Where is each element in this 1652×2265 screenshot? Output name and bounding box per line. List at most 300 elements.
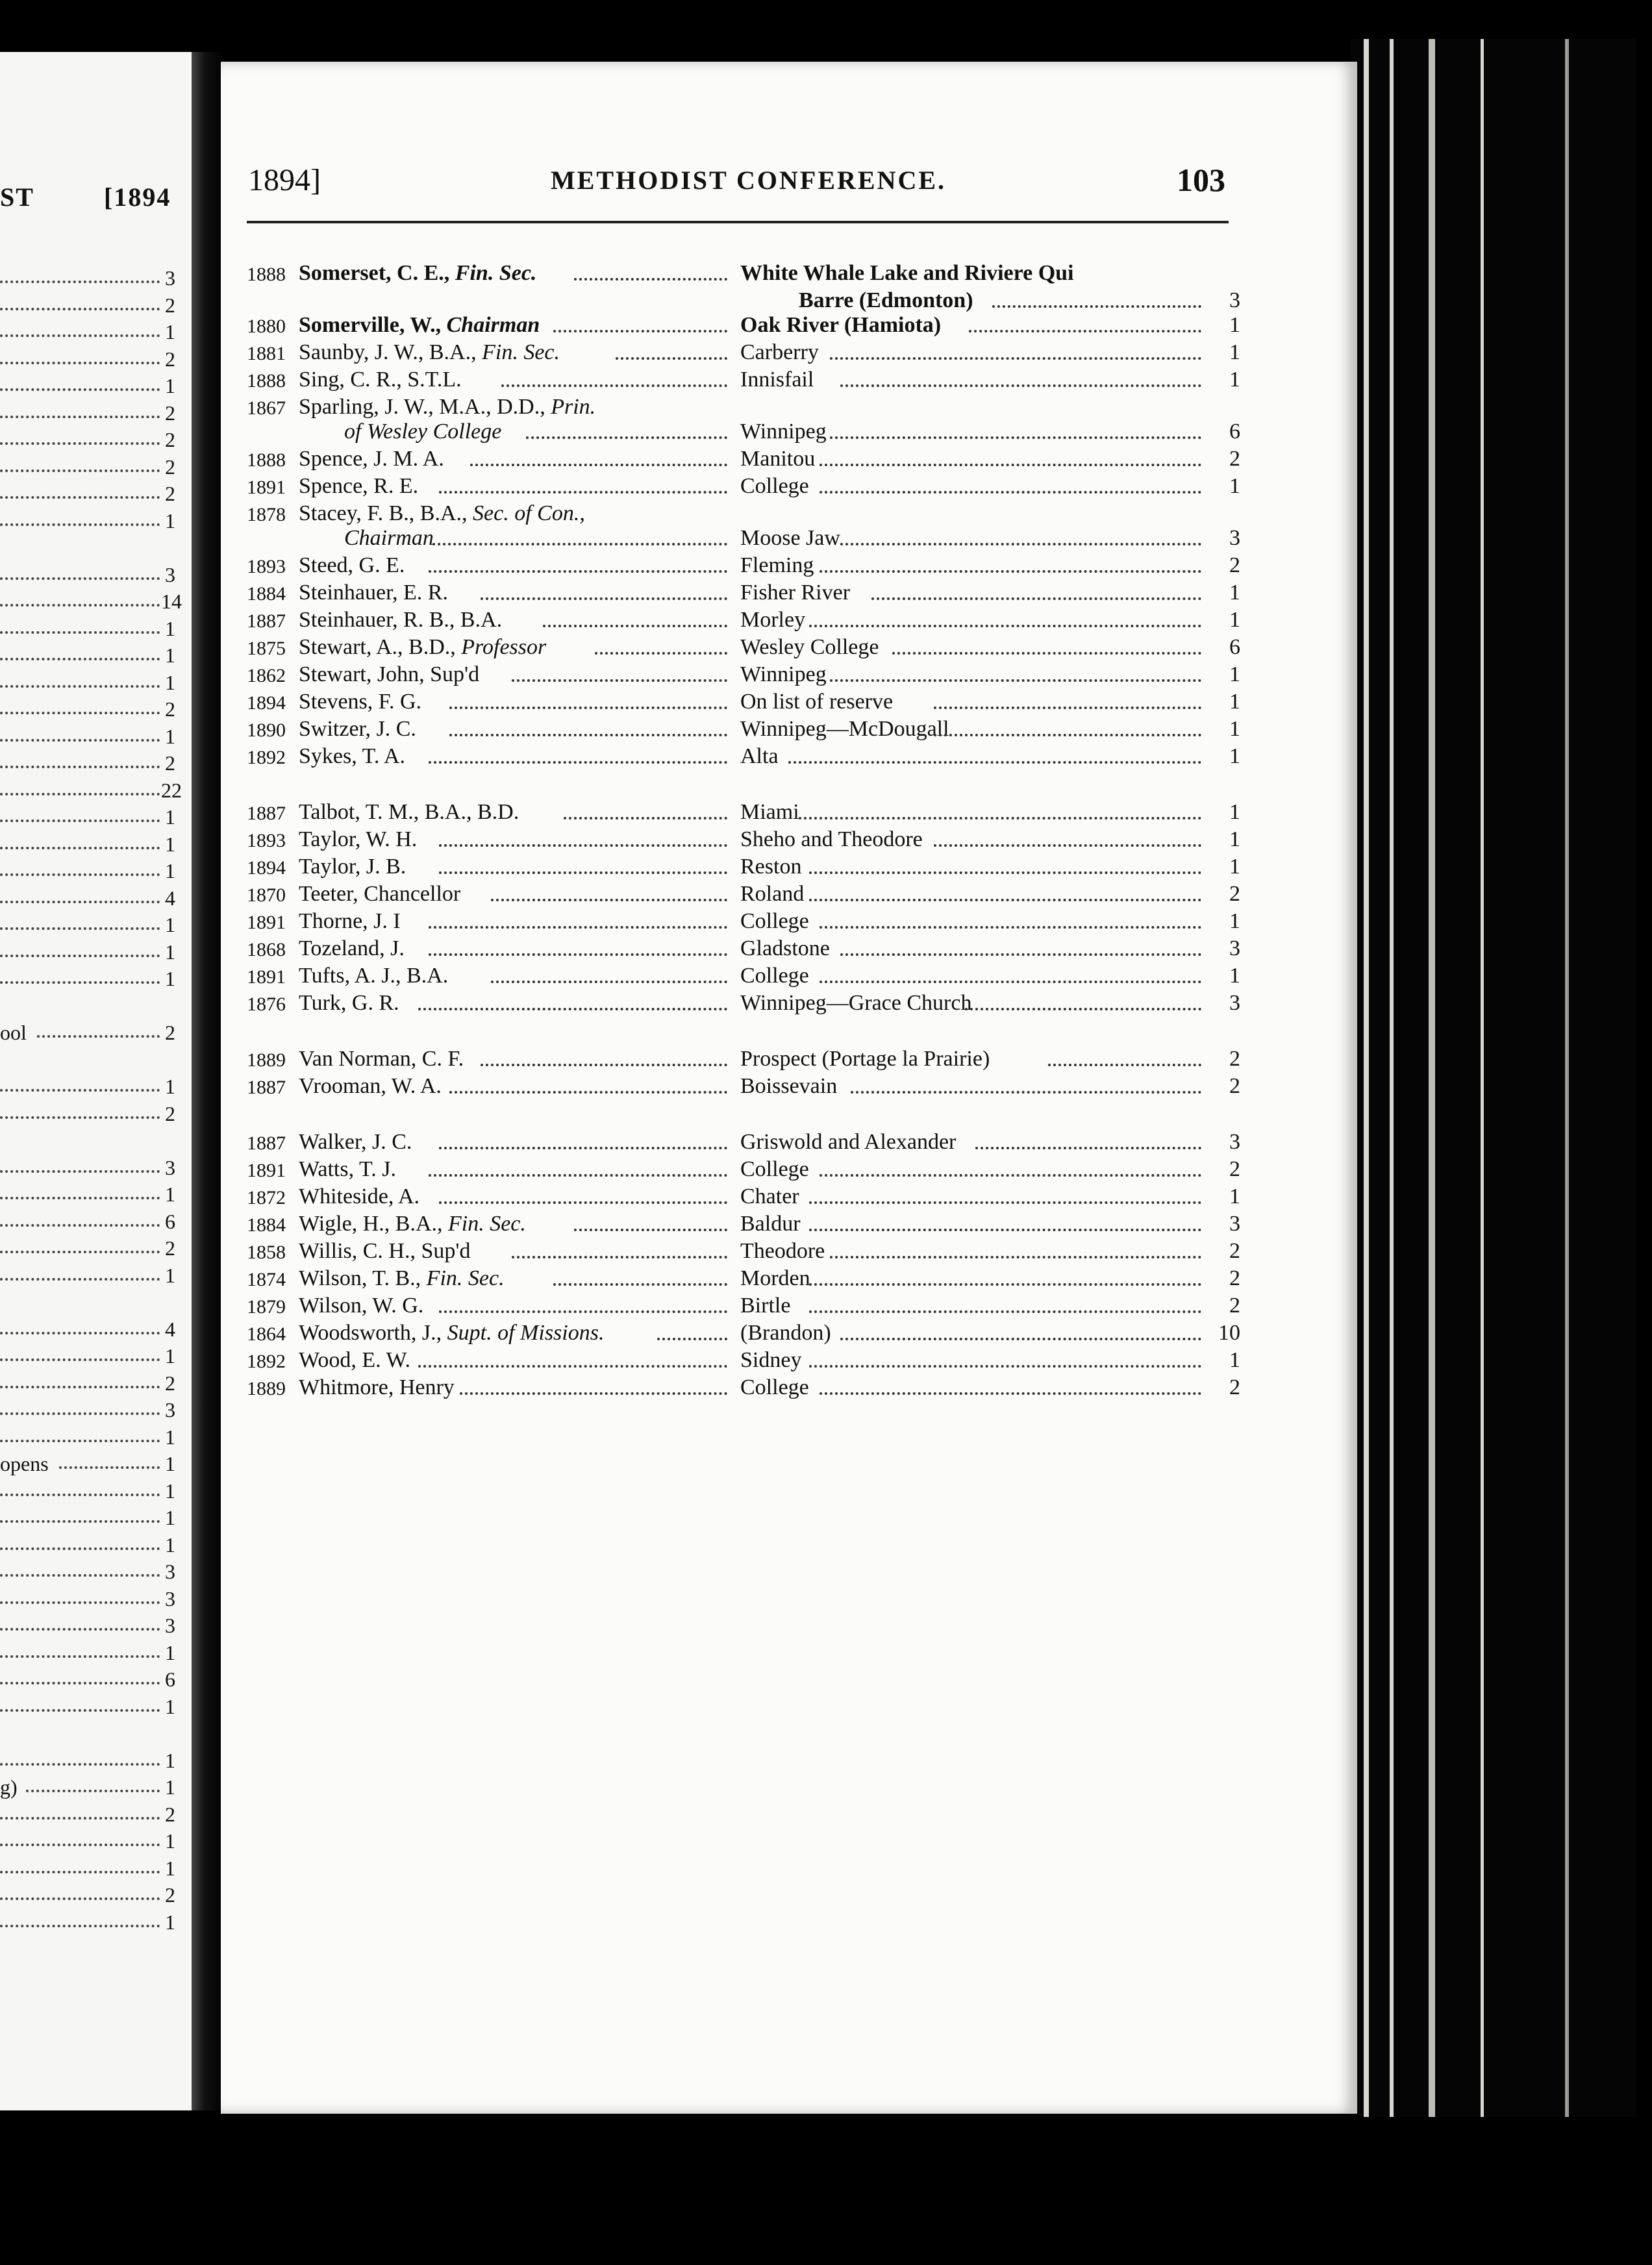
dot-leader [26,1779,160,1792]
entry-count: 1 [1229,474,1240,498]
station: Oak River (Hamiota) [740,313,942,337]
entry-year: 1879 [247,1296,286,1318]
minister-name [299,368,462,392]
dot-leader [470,456,727,466]
minister-entry [247,717,1240,744]
minister-name [299,1321,604,1345]
minister-name [299,662,479,687]
minister-name [344,419,501,444]
entry-year: 1862 [247,665,286,686]
facing-row-count: 2 [165,1883,175,1907]
dot-leader [820,483,1201,494]
minister-entry [247,635,1240,662]
minister-entry [247,395,1240,422]
dot-leader [0,297,160,310]
dot-leader [657,1330,727,1340]
dot-leader [830,1248,1201,1258]
name-text: Spence, R. E. [299,474,419,498]
station: Alta [740,744,779,768]
minister-entry [247,261,1240,288]
station: Prospect (Portage la Prairie) [740,1047,990,1071]
station: Roland [740,882,805,906]
entry-count: 1 [1229,581,1240,605]
dot-leader [0,1645,160,1658]
entry-year: 1876 [247,994,286,1015]
dot-leader [840,1330,1201,1340]
name-text: Vrooman, W. A. [299,1074,442,1098]
dot-leader [840,535,1201,545]
entry-count: 3 [1229,936,1240,960]
facing-row-count: 2 [165,401,175,425]
dot-leader [526,429,727,439]
dot-leader [809,1221,1201,1231]
facing-list-row [0,1264,175,1287]
minister-entry [247,1184,1240,1212]
name-text: Talbot, T. M., B.A., B.D. [299,800,519,824]
facing-row-count: 3 [165,562,175,586]
facing-row-count: 1 [165,320,175,344]
facing-row-count: 2 [165,347,175,371]
minister-entry [247,800,1240,827]
station: Sidney [740,1348,802,1372]
name-text: Thorne, J. I [299,909,401,933]
minister-name [299,447,444,471]
minister-entry [247,1239,1240,1266]
name-text: Sparling, J. W., M.A., D.D., [299,395,551,419]
dot-leader [449,699,727,709]
facing-list-row [0,1533,175,1557]
dot-leader [449,726,727,736]
facing-row-count: 1 [165,670,175,694]
dot-leader [429,918,727,929]
name-text: Wigle, H., B.A., [299,1212,448,1236]
page-edges [1351,39,1636,2117]
entry-year: 1893 [247,830,286,851]
dot-leader [809,1303,1201,1313]
facing-list-row [0,832,175,856]
dot-leader [37,1025,160,1038]
facing-list-row [0,1910,175,1934]
entry-year: 1858 [247,1242,286,1263]
dot-leader [0,890,160,903]
dot-leader [820,1384,1201,1395]
facing-row-count: 3 [165,1155,175,1179]
entry-year: 1870 [247,884,286,906]
minister-entry [247,964,1240,991]
minister-entry [247,1266,1240,1294]
minister-name [299,744,405,769]
name-text: Stewart, John, Sup'd [299,662,480,686]
station: Winnipeg—McDougall [740,717,949,741]
facing-list-row [0,374,175,397]
entry-count: 1 [1229,1348,1240,1372]
dot-leader [851,1083,1201,1094]
facing-list-row [0,320,175,344]
facing-row-count: 1 [165,374,175,397]
facing-row-text: ool [0,1021,27,1044]
minister-name [299,964,448,988]
facing-list-row [0,1398,175,1421]
dot-leader [1048,1056,1201,1066]
facing-list-row [0,266,175,290]
facing-row-count: 1 [165,724,175,748]
entry-count: 1 [1229,744,1240,768]
station: White Whale Lake and Riviere Qui [740,261,1074,285]
facing-row-count: 1 [165,1748,175,1772]
facing-list-row [0,967,175,990]
entry-count: 1 [1229,313,1240,337]
facing-page-header [0,182,171,212]
facing-row-count: 1 [165,1910,175,1934]
book-gutter [192,52,224,2110]
minister-entry [247,1375,1240,1403]
minister-entry [247,744,1240,771]
minister-entry [247,501,1240,529]
facing-row-count: 3 [165,1586,175,1610]
minister-entry [247,1212,1240,1239]
name-text: Steinhauer, E. R. [299,581,448,605]
dot-leader [429,945,727,956]
minister-name [299,882,460,907]
running-head-year: 1894] [248,163,321,197]
dot-leader [809,891,1201,901]
minister-name [299,1130,412,1155]
minister-entry [247,827,1240,855]
minister-entry [247,526,1240,553]
entry-count: 2 [1229,447,1240,471]
station: Barre (Edmonton) [799,288,973,312]
minister-name [299,1348,410,1373]
name-text: Taylor, J. B. [299,855,407,879]
facing-row-count: 4 [165,1317,175,1341]
dot-leader [809,864,1201,874]
facing-row-count: 2 [165,482,175,505]
entry-count: 3 [1229,1212,1240,1236]
dot-leader [0,513,160,526]
minister-entry [247,1321,1240,1348]
facing-list-row [0,294,175,317]
entry-count: 3 [1229,991,1240,1015]
facing-list-row [0,1641,175,1664]
minister-entry [247,1157,1240,1184]
facing-list-row [0,1857,175,1880]
station: College [740,909,809,933]
facing-list-row [0,590,182,613]
station: On list of reserve [740,690,894,714]
dot-leader [934,836,1201,847]
entry-year: 1891 [247,912,286,933]
facing-row-count: 2 [165,697,175,721]
dot-leader [0,701,160,714]
facing-row-count: 1 [165,1075,175,1098]
facing-list-row [0,913,175,936]
entry-year: 1892 [247,1351,286,1372]
minister-name [299,827,417,852]
dot-leader [820,1166,1201,1177]
station: Gladstone [740,936,830,960]
minister-entry [247,419,1240,447]
dot-leader [830,429,1201,439]
minister-role: Prin. [551,395,596,419]
facing-row-count: 3 [165,266,175,290]
station: College [740,1375,809,1399]
minister-name [299,501,585,526]
facing-row-count: 1 [165,832,175,856]
dot-leader [0,378,160,391]
minister-name [299,855,406,879]
minister-role: Fin. Sec. [482,340,560,364]
dot-leader [0,621,160,634]
name-text: Somerset, C. E., [299,261,455,285]
entry-count: 2 [1229,1074,1240,1098]
minister-name [299,909,401,934]
dot-leader [501,377,727,387]
facing-list-row [0,509,175,532]
facing-list-row [0,671,175,694]
facing-list-row [0,697,175,721]
dot-leader [820,973,1201,983]
facing-list-row [0,1371,175,1395]
dot-leader [799,809,1201,820]
name-text: Willis, C. H., Sup'd [299,1239,471,1263]
name-text: Wilson, W. G. [299,1294,424,1318]
dot-leader [429,1166,727,1177]
minister-name [299,395,595,419]
facing-row-count: 22 [161,778,182,802]
minister-role: Supt. of Missions. [447,1321,605,1345]
name-text: Watts, T. J. [299,1157,396,1181]
facing-row-count: 1 [165,1344,175,1368]
facing-row-text: g) [0,1775,18,1799]
minister-name [299,1212,526,1236]
name-text: Stevens, F. G. [299,690,422,714]
minister-name [299,313,540,338]
facing-list-row [0,1587,175,1610]
minister-entry [247,313,1240,340]
dot-leader [0,1348,160,1361]
station: Baldur [740,1212,801,1236]
minister-name [299,717,416,742]
facing-row-count: 2 [165,1101,175,1125]
minister-name [299,690,421,714]
facing-list-row [0,1668,175,1691]
entry-count: 2 [1229,1294,1240,1318]
entry-count: 1 [1229,690,1240,714]
dot-leader [820,456,1201,466]
station: Winnipeg [740,419,827,444]
facing-list-row [0,401,175,425]
minister-name [299,340,560,365]
facing-list-row [0,1560,175,1583]
facing-list-row [0,751,175,775]
minister-name [299,936,405,961]
entry-year: 1889 [247,1049,286,1071]
name-text: Saunby, J. W., B.A., [299,340,482,364]
dot-leader [432,535,727,545]
minister-entry [247,1074,1240,1101]
entry-count: 1 [1229,608,1240,632]
facing-row-count: 1 [165,1533,175,1557]
name-text: Whiteside, A. [299,1184,420,1208]
name-text: Somerville, W., [299,313,447,337]
dot-leader [0,1268,160,1281]
dot-leader [512,671,727,682]
dot-leader [553,1275,727,1286]
header-rule [247,221,1229,223]
entry-count: 1 [1229,1184,1240,1208]
minister-entry [247,1294,1240,1321]
facing-row-count: 1 [165,1425,175,1449]
entry-year: 1875 [247,638,286,659]
minister-name [299,1047,464,1071]
minister-entry [247,1130,1240,1157]
dot-leader [0,594,160,607]
minister-name [344,526,434,551]
facing-list-row [0,1506,175,1529]
dot-leader [0,729,160,742]
facing-list-row [0,563,175,586]
entry-year: 1894 [247,857,286,879]
entry-count: 3 [1229,526,1240,550]
dot-leader [809,1357,1201,1368]
minister-role: Fin. Sec. [448,1212,526,1236]
facing-list-row [0,428,175,451]
minister-entry [247,340,1240,368]
dot-leader [439,836,727,847]
facing-row-count: 1 [165,1263,175,1287]
dot-leader [809,617,1201,627]
dot-leader [616,349,727,360]
dot-leader [0,971,160,984]
minister-entry [247,1348,1240,1375]
dot-leader [0,1483,160,1496]
station: (Brandon) [740,1321,831,1345]
dot-leader [429,562,727,573]
minister-name [299,991,399,1016]
dot-leader [0,1833,160,1846]
dot-leader [0,917,160,930]
minister-entry [247,288,1240,316]
station: Carberry [740,340,819,364]
dot-leader [0,755,160,768]
dot-leader [481,1056,727,1066]
dot-leader [840,377,1201,387]
entry-year: 1888 [247,449,286,471]
minister-role: Chairman [344,526,434,550]
facing-row-count: 1 [165,1775,175,1799]
station: Sheho and Theodore [740,827,923,851]
facing-row-count: 3 [165,1398,175,1421]
entry-year: 1878 [247,504,286,525]
facing-row-count: 1 [165,1640,175,1664]
station: Chater [740,1184,799,1208]
dot-leader [564,809,727,820]
entry-year: 1887 [247,803,286,824]
facing-list-row [0,482,175,505]
entry-year: 1868 [247,939,286,960]
station: Fisher River [740,581,851,605]
facing-list-row [0,1344,175,1368]
dot-leader [965,1000,1201,1010]
dot-leader [512,1248,727,1258]
dot-leader [0,809,160,822]
page-number: 103 [1177,162,1225,198]
minister-role: Fin. Sec. [426,1266,505,1290]
station: Birtle [740,1294,791,1318]
entry-count: 2 [1229,553,1240,577]
station: Morley [740,608,806,632]
entry-count: 1 [1229,909,1240,933]
dot-leader [0,405,160,418]
dot-leader [0,1321,160,1334]
minister-entry [247,553,1240,581]
minister-entry [247,474,1240,501]
entry-year: 1881 [247,343,286,364]
minister-entry [247,581,1240,608]
dot-leader [871,590,1201,600]
dot-leader [934,726,1201,736]
dot-leader [595,644,727,655]
facing-list-row [0,1803,175,1826]
entry-count: 1 [1229,662,1240,686]
facing-row-count: 1 [165,616,175,640]
minister-name [299,1294,423,1318]
dot-leader [553,322,727,332]
dot-leader [0,324,160,337]
entry-count: 1 [1229,855,1240,879]
name-text: Turk, G. R. [299,991,399,1015]
name-text: Woodsworth, J., [299,1321,447,1345]
facing-row-count: 1 [165,805,175,829]
station: Boissevain [740,1074,838,1098]
facing-row-count: 6 [165,1209,175,1233]
facing-row-count: 2 [165,293,175,317]
name-text: Switzer, J. C. [299,717,416,741]
name-text: Tufts, A. J., B.A. [299,964,449,988]
entry-year: 1864 [247,1323,286,1345]
facing-row-count: 1 [165,644,175,667]
entry-year: 1887 [247,1077,286,1098]
entry-count: 3 [1229,1130,1240,1154]
dot-leader [59,1456,160,1469]
dot-leader [0,782,160,795]
dot-leader [439,1303,727,1313]
station: Miami [740,800,799,824]
minister-entry [247,882,1240,909]
station: Theodore [740,1239,825,1263]
entry-year: 1891 [247,966,286,988]
minister-name [299,1157,396,1182]
dot-leader [840,945,1201,956]
facing-row-count: 2 [165,455,175,479]
entry-count: 2 [1229,882,1240,906]
dot-leader [439,864,727,874]
entry-count: 1 [1229,964,1240,988]
facing-list-row [0,1102,175,1125]
facing-list-row [0,778,182,802]
entry-year: 1888 [247,264,286,285]
minister-entry [247,690,1240,717]
station: Innisfail [740,368,814,392]
station: College [740,964,809,988]
entry-count: 10 [1218,1321,1240,1345]
facing-row-count: 1 [165,859,175,882]
dot-leader [0,1753,160,1766]
dot-leader [481,590,727,600]
facing-list-row [0,1318,175,1341]
dot-leader [460,1384,727,1395]
minister-name [299,1375,455,1400]
